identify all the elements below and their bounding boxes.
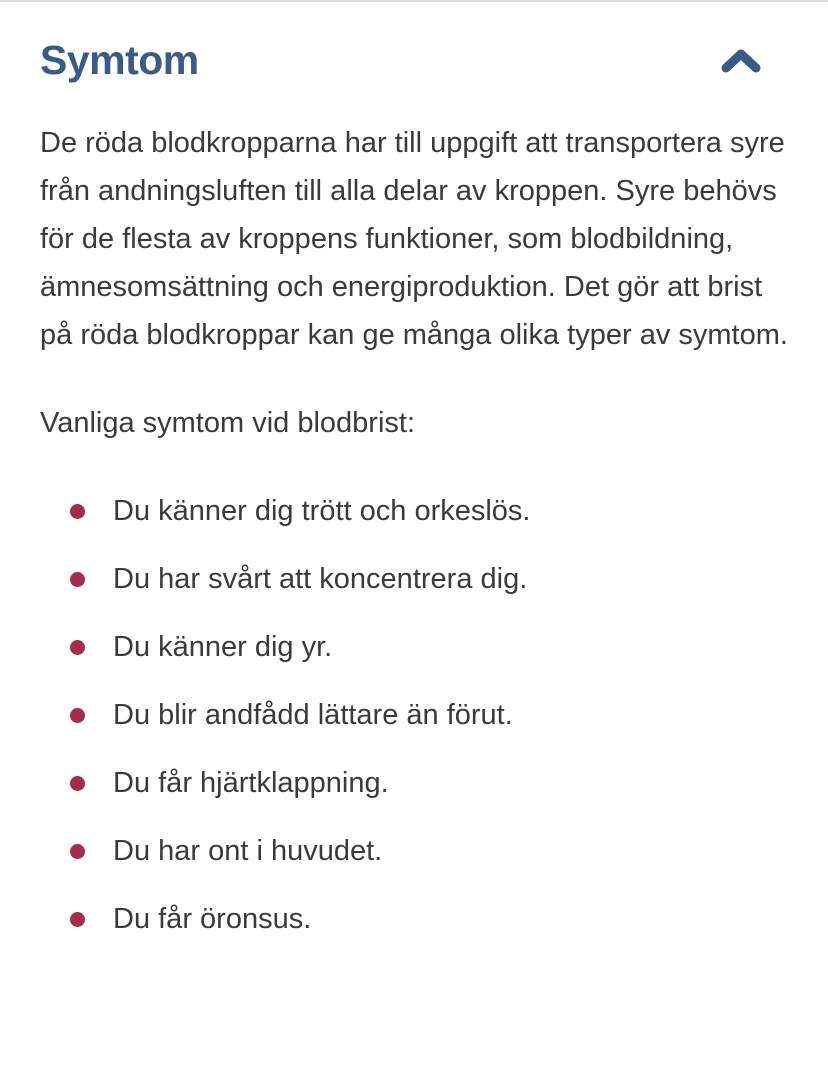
list-item-text: Du känner dig trött och orkeslös. — [113, 495, 531, 528]
bullet-icon — [70, 708, 85, 723]
list-item — [40, 493, 788, 530]
bullet-icon — [70, 844, 85, 859]
chevron-up-icon — [720, 47, 762, 75]
bullet-icon — [70, 640, 85, 655]
list-item — [40, 765, 788, 802]
accordion-header[interactable] — [40, 38, 788, 83]
list-item-text: Du känner dig yr. — [113, 631, 333, 664]
symptom-list — [40, 493, 788, 938]
section-body — [40, 119, 788, 938]
bullet-icon — [70, 912, 85, 927]
symptom-list-intro: Vanliga symtom vid blodbrist: — [40, 407, 416, 440]
list-item-text: Du får öronsus. — [113, 903, 312, 936]
list-item-text: Du får hjärtklappning. — [113, 767, 389, 800]
list-item-text: Du blir andfådd lättare än förut. — [113, 699, 513, 732]
collapse-section-button[interactable] — [716, 43, 766, 79]
list-item — [40, 697, 788, 734]
list-item-text: Du har ont i huvudet. — [113, 835, 383, 868]
section-title: Symtom — [40, 37, 199, 83]
list-item — [40, 629, 788, 666]
list-item-text: Du har svårt att koncentrera dig. — [113, 563, 528, 596]
bullet-icon — [70, 572, 85, 587]
bullet-icon — [70, 776, 85, 791]
list-item — [40, 833, 788, 870]
intro-paragraph: De röda blodkropparna har till uppgift att transportera syre från andningsluften till alla delar av kroppen. Syre behövs för de flesta av kroppens funktioner, som blodbildning, ämnesomsättning och energiproduktion. Det gör att brist på röda blodkroppar kan ge många olika typer av symtom. — [40, 127, 788, 352]
list-item — [40, 901, 788, 938]
list-item — [40, 561, 788, 598]
bullet-icon — [70, 504, 85, 519]
